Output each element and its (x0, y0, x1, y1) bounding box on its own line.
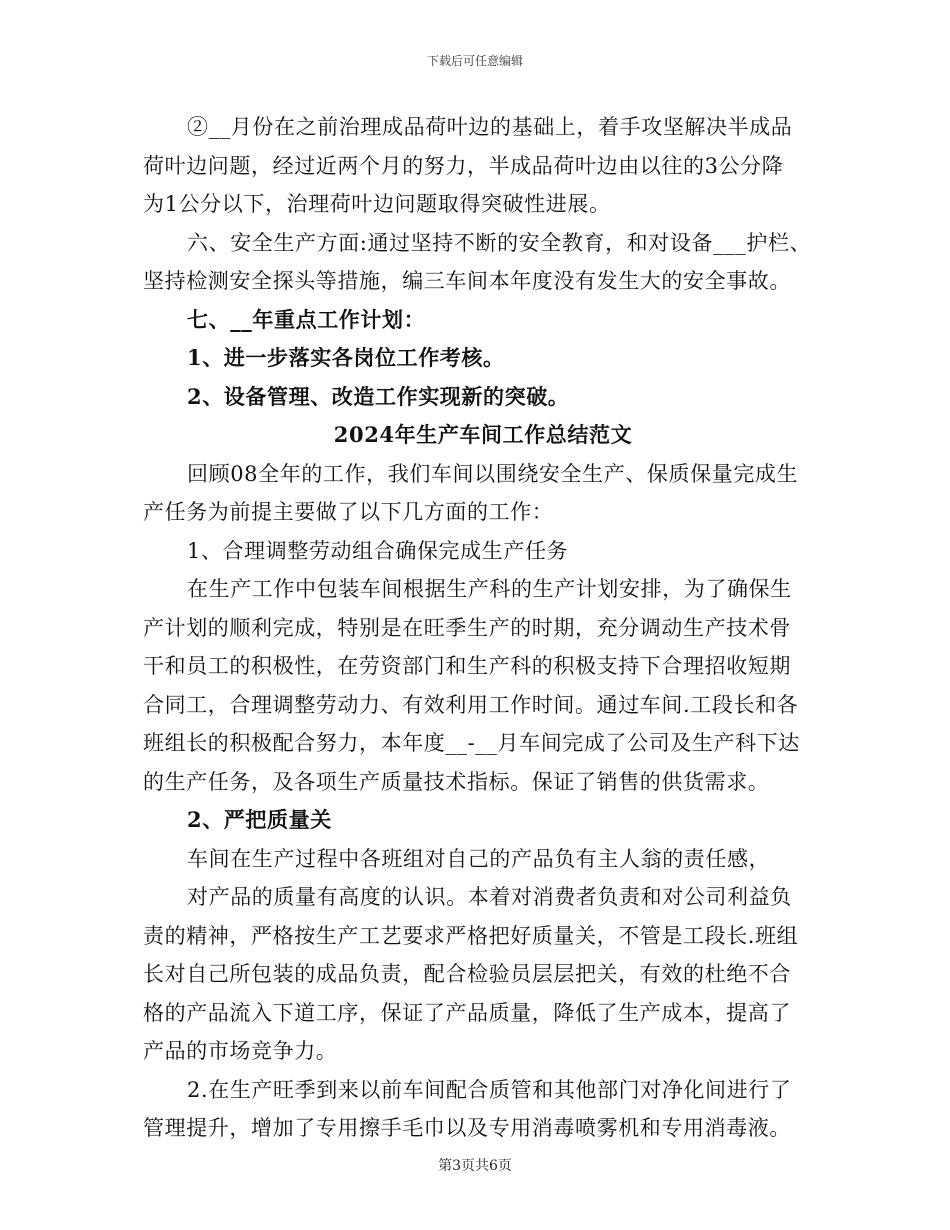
paragraph-line: 格的产品流入下道工序，保证了产品质量，降低了生产成本，提高了 (143, 1000, 791, 1025)
section-heading: 七、__年重点工作计划： (187, 306, 426, 332)
paragraph-line: 合同工，合理调整劳动力、有效利用工作时间。通过车间.工段长和各 (143, 692, 799, 717)
subheading: 2、严把质量关 (187, 807, 332, 832)
paragraph-line: 责的精神，严格按生产工艺要求严格把好质量关，不管是工段长.班组 (143, 923, 799, 948)
paragraph-line: 坚持检测安全探头等措施，编三车间本年度没有发生大的安全事故。 (143, 269, 791, 293)
document-body (143, 108, 812, 1148)
paragraph-line: 管理提升，增加了专用擦手毛巾以及专用消毒喷雾机和专用消毒液。 (143, 1116, 791, 1140)
paragraph-line: 在生产工作中包装车间根据生产科的生产计划安排，为了确保生 (187, 577, 792, 601)
paragraph-line: 回顾08全年的工作，我们车间以围绕安全生产、保质保量完成生 (187, 461, 799, 486)
plan-item: 1、进一步落实各岗位工作考核。 (187, 345, 505, 370)
paragraph-line: 的生产任务，及各项生产质量技术指标。保证了销售的供货需求。 (143, 769, 770, 794)
paragraph-line: 2.在生产旺季到来以前车间配合质管和其他部门对净化间进行了 (187, 1077, 792, 1102)
page-number-footer: 第3页共6页 (438, 1158, 512, 1174)
paragraph-line: 六、安全生产方面:通过坚持不断的安全教育，和对设备___护栏、 (187, 230, 812, 255)
paragraph-line: 为1公分以下，治理荷叶边问题取得突破性进展。 (143, 192, 611, 216)
paragraph-line: 荷叶边问题，经过近两个月的努力，半成品荷叶边由以往的3公分降 (143, 153, 784, 178)
plan-item: 2、设备管理、改造工作实现新的突破。 (187, 383, 570, 409)
paragraph-line: 班组长的积极配合努力，本年度__-__月车间完成了公司及生产科下达 (143, 731, 800, 755)
paragraph-line: 对产品的质量有高度的认识。本着对消费者负责和对公司利益负 (187, 885, 792, 909)
paragraph-line: 车间在生产过程中各班组对自己的产品负有主人翁的责任感， (187, 846, 771, 871)
document-title: 2024年生产车间工作总结范文 (333, 422, 633, 447)
paragraph-line: 产任务为前提主要做了以下几方面的工作： (143, 500, 554, 524)
subheading: 1、合理调整劳动组合确保完成生产任务 (187, 538, 569, 563)
paragraph-line: ②__月份在之前治理成品荷叶边的基础上，着手攻坚解决半成品 (187, 115, 793, 139)
paragraph-line: 长对自己所包装的成品负责，配合检验员层层把关，有效的杜绝不合 (143, 962, 791, 986)
paragraph-line: 干和员工的积极性，在劳资部门和生产科的积极支持下合理招收短期 (143, 654, 791, 678)
header-note: 下载后可任意编辑 (426, 54, 523, 68)
paragraph-line: 产计划的顺利完成，特别是在旺季生产的时期，充分调动生产技术骨 (143, 615, 791, 640)
paragraph-line: 产品的市场竞争力。 (143, 1039, 338, 1063)
